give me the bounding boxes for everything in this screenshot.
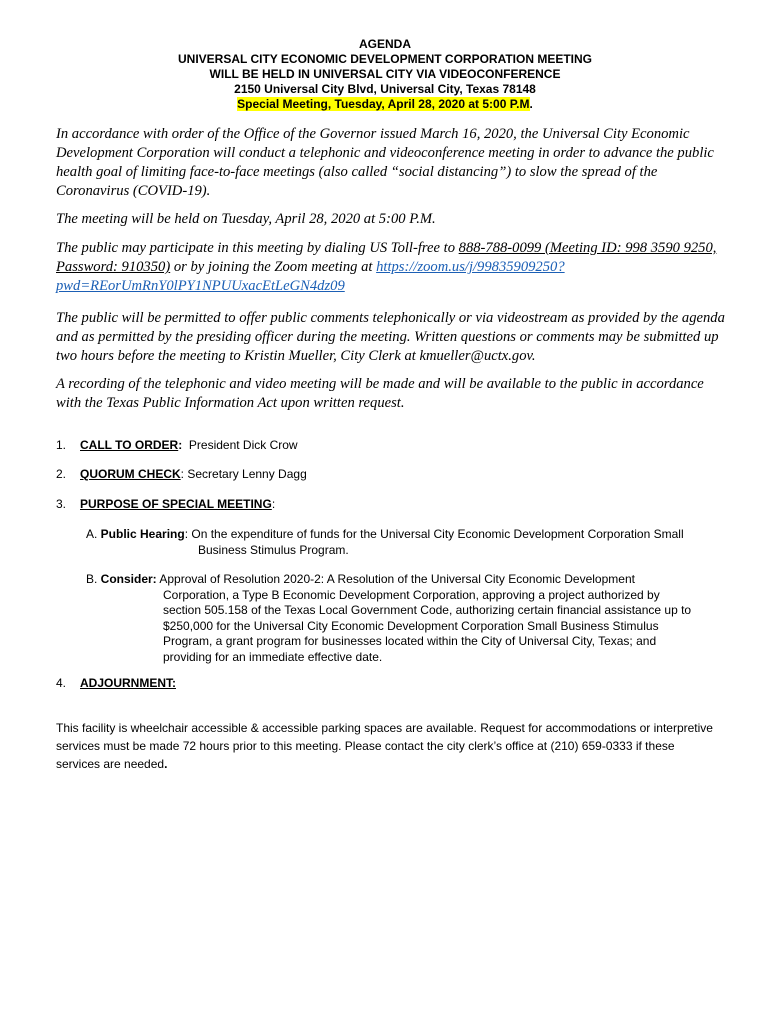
accessibility-notice [56, 719, 716, 773]
accessibility-text: This facility is wheelchair accessible & accessible parking spaces are available. Request for accommodations or interpretive services must be made 72 hours prior to this meeting. Please contact the city clerk’s office at (210) 659-0333 if these services are needed [56, 721, 713, 771]
agenda-item-1 [56, 438, 298, 453]
agenda-item-3 [56, 497, 275, 512]
item-number: 4. [56, 676, 67, 690]
item-number: 1. [56, 438, 67, 452]
intro-participation [56, 239, 726, 296]
item-number: 2. [56, 467, 67, 481]
zoom-meeting-link[interactable]: https://zoom.us/j/99835909250?pwd=REorUmRnY0lPY1NPUUxacEtLeGN4dz09 [56, 259, 565, 294]
sub-text-line: Program, a grant program for businesses located within the City of Universal City, Texas; and [163, 634, 657, 648]
sub-text-line-1: : On the expenditure of funds for the Universal City Economic Development Corporation Small [184, 527, 684, 541]
item-text: : Secretary Lenny Dagg [180, 467, 307, 481]
sub-text-line-1: Approval of Resolution 2020-2: A Resolution of the Universal City Economic Development [156, 572, 635, 586]
sub-text-line: $250,000 for the Universal City Economic Development Corporation Small Business Stimulus [163, 618, 659, 633]
toll-free-number[interactable]: 888-788-0099 (Meeting ID: 998 3590 9250, Password: 910350) [56, 240, 717, 275]
item-heading-colon: : [178, 438, 183, 452]
sub-lead: Consider: [100, 572, 157, 586]
item-number: 3. [56, 497, 67, 511]
agenda-item-3b [86, 572, 736, 665]
intro-recording: A recording of the telephonic and video meeting will be made and will be available to the public in accordance with the Texas Public Information Act upon written request. [56, 376, 704, 411]
header-videoconference: WILL BE HELD IN UNIVERSAL CITY VIA VIDEOCONFERENCE [209, 67, 561, 81]
sub-text-line-2: Business Stimulus Program. [198, 542, 349, 557]
header-address: 2150 Universal City Blvd, Universal City, Texas 78148 [234, 82, 536, 96]
item-heading: CALL TO ORDER [80, 438, 179, 452]
agenda-item-2 [56, 467, 307, 482]
sub-text-line: providing for an immediate effective date. [163, 649, 383, 664]
agenda-item-3a [86, 527, 736, 558]
header-agenda: AGENDA [358, 37, 411, 51]
header-date-highlight: Special Meeting, Tuesday, April 28, 2020 at 5:00 P.M [237, 97, 530, 111]
agenda-item-4 [56, 676, 176, 691]
participation-text: The public may participate in this meeting by dialing US Toll-free to [56, 240, 459, 256]
sub-letter: A. [86, 527, 101, 541]
participation-zoom-text: or by joining the Zoom meeting at [170, 259, 377, 275]
header-date-line [0, 97, 770, 112]
item-text: President Dick Crow [182, 438, 298, 452]
header-meeting-title: UNIVERSAL CITY ECONOMIC DEVELOPMENT CORPORATION MEETING [177, 52, 593, 66]
intro-governor-order: In accordance with order of the Office of the Governor issued March 16, 2020, the Universal City Economic Development Corporation will conduct a telephonic and videoconference meeting in order to advance the public health goal of limiting face-to-face meetings (also called “social distancing”) to slow the spread of the Coronavirus (COVID-19). [56, 126, 714, 199]
item-heading: PURPOSE OF SPECIAL MEETING [80, 497, 272, 511]
intro-meeting-time: The meeting will be held on Tuesday, April 28, 2020 at 5:00 P.M. [56, 211, 436, 227]
sub-lead: Public Hearing [100, 527, 185, 541]
intro-public-comments: The public will be permitted to offer public comments telephonically or via videostream as provided by the agenda and as permitted by the presiding officer during the meeting. Written questions or comments may be submitted up two hours before the meeting to Kristin Mueller, City Clerk at kmueller@uctx.gov. [56, 310, 725, 364]
header-date-period: . [529, 97, 533, 111]
sub-letter: B. [86, 572, 101, 586]
item-heading: QUORUM CHECK [80, 467, 181, 481]
sub-text-line: section 505.158 of the Texas Local Government Code, authorizing certain financial assistance up to [163, 603, 692, 617]
accessibility-period: . [164, 757, 168, 771]
item-text: : [271, 497, 276, 511]
agenda-header [0, 37, 770, 112]
sub-text-line: Corporation, a Type B Economic Development Corporation, approving a project authorized by [163, 587, 660, 602]
item-heading: ADJOURNMENT: [80, 676, 176, 690]
